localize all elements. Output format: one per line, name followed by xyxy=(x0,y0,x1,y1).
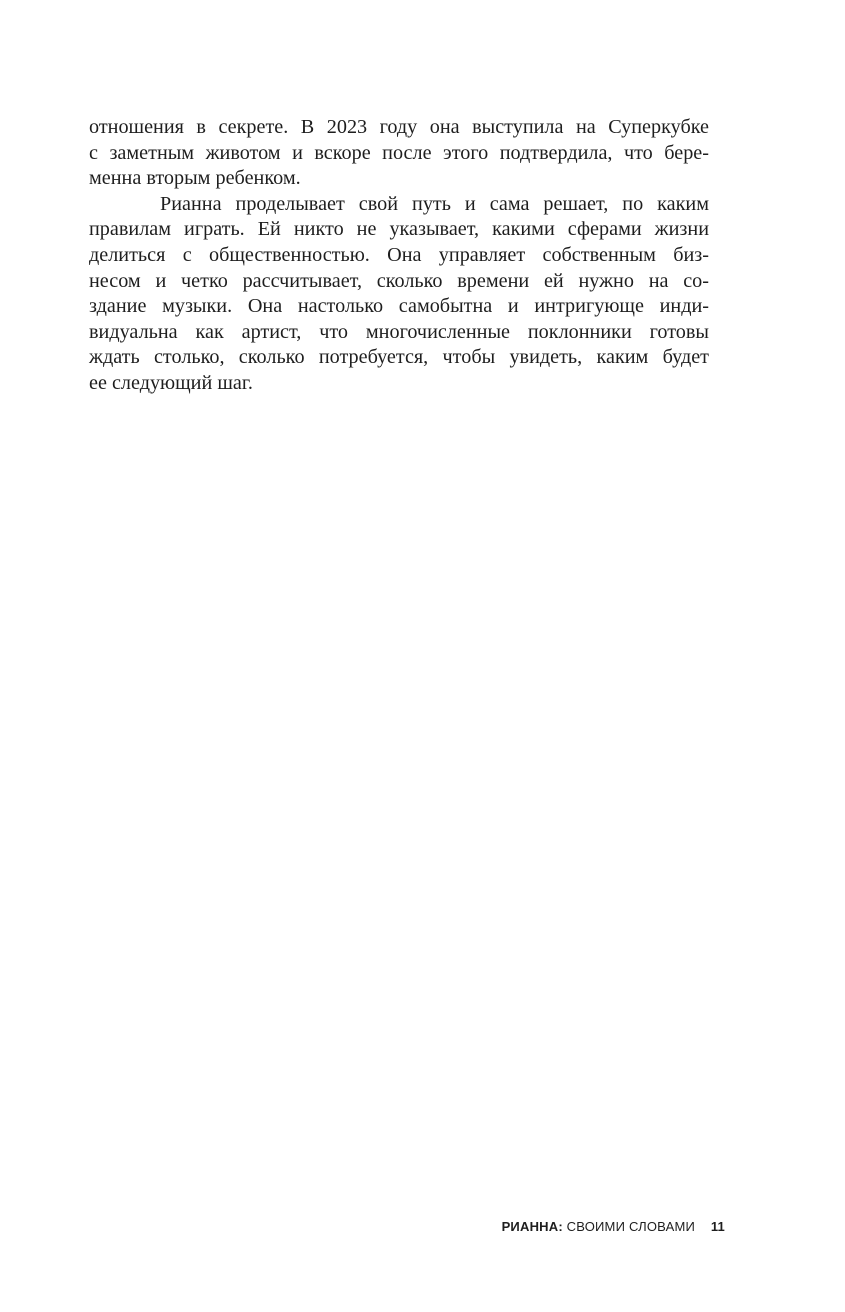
running-footer xyxy=(502,1218,725,1236)
text-line: с заметным животом и вскоре после этого подтвердила, что бере- xyxy=(89,141,709,164)
text-line: несом и четко рассчитывает, сколько времени ей нужно на со- xyxy=(89,269,709,292)
page-number: 11 xyxy=(710,1219,725,1234)
text-line: отношения в секрете. В 2023 году она выступила на Суперкубке xyxy=(89,116,709,138)
text-line: менна вторым ребенком. xyxy=(89,167,301,190)
text-line: видуальна как артист, что многочисленные поклонники готовы xyxy=(89,320,709,343)
body-text xyxy=(89,115,709,397)
running-title-name: РИАННА: xyxy=(501,1219,563,1234)
text-line: здание музыки. Она настолько самобытна и интригующе инди- xyxy=(89,295,709,318)
text-line: ее следующий шаг. xyxy=(89,371,253,394)
text-line: делиться с общественностью. Она управляет собственным биз- xyxy=(89,243,709,266)
text-line: правилам играть. Ей никто не указывает, какими сферами жизни xyxy=(89,218,709,241)
text-line: Рианна проделывает свой путь и сама решает, по каким xyxy=(160,192,709,215)
text-line: ждать столько, сколько потребуется, чтобы увидеть, каким будет xyxy=(89,346,709,369)
running-title-subtitle: СВОИМИ СЛОВАМИ xyxy=(566,1219,696,1234)
